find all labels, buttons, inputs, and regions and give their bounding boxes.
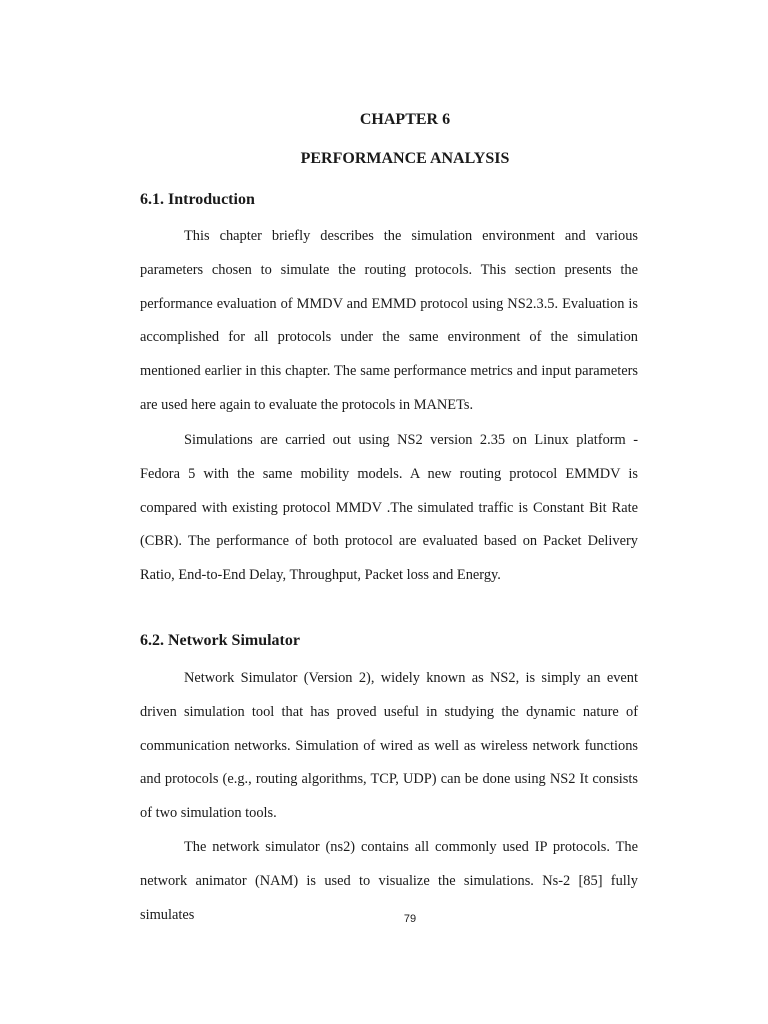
chapter-title: PERFORMANCE ANALYSIS <box>300 150 510 167</box>
paragraph-ns-2: The network simulator (ns2) contains all commonly used IP protocols. The network animator (NAM) is used to visualize the simulations. Ns-2 [85] fully simulates <box>140 839 638 923</box>
chapter-number: CHAPTER 6 <box>359 111 451 128</box>
section-heading-introduction: 6.1. Introduction <box>140 191 255 208</box>
section-heading-network-simulator: 6.2. Network Simulator <box>140 632 300 649</box>
page-number: 79 <box>403 913 417 925</box>
paragraph-ns-1: Network Simulator (Version 2), widely known as NS2, is simply an event driven simulation tool that has proved useful in studying the dynamic nature of communication networks. Simulation of wired as well as wireless network functions and protocols (e.g., routing algorithms, TCP, UDP) can be done using NS2 It consists of two simulation tools. <box>140 670 638 822</box>
paragraph-intro-2: Simulations are carried out using NS2 version 2.35 on Linux platform - Fedora 5 with the same mobility models. A new routing protocol EMMDV is compared with existing protocol MMDV .The simulated traffic is Constant Bit Rate (CBR). The performance of both protocol are evaluated based on Packet Delivery Ratio, End-to-End Delay, Throughput, Packet loss and Energy. <box>140 432 638 584</box>
paragraph-intro-1: This chapter briefly describes the simulation environment and various parameters chosen to simulate the routing protocols. This section presents the performance evaluation of MMDV and EMMD protocol using NS2.3.5. Evaluation is accomplished for all protocols under the same environment of the simulation mentioned earlier in this chapter. The same performance metrics and input parameters are used here again to evaluate the protocols in MANETs. <box>140 228 638 413</box>
